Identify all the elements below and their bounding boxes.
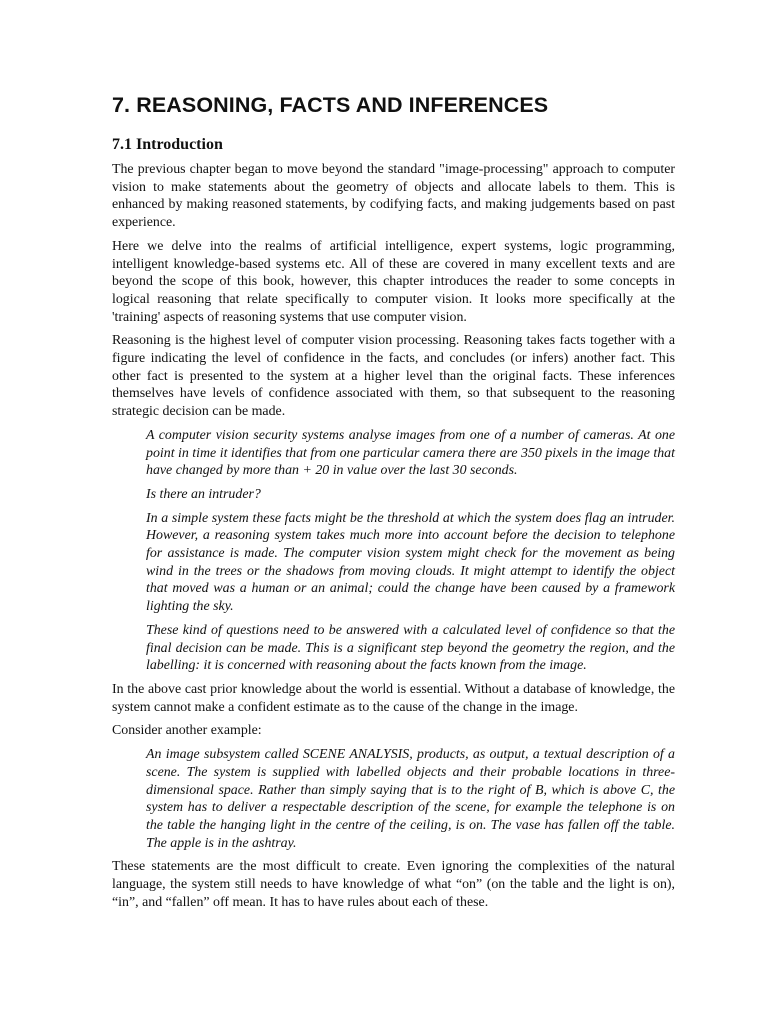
paragraph-statements: These statements are the most difficult to create. Even ignoring the complexities of the natural language, the system still needs to have knowledge of what “on” (on the table and the light is on), “in”, and “fallen” off mean. It has to have rules about each of these. (112, 859, 675, 910)
example-question: Is there an intruder? (146, 486, 261, 502)
paragraph-another-example: Consider another example: (112, 723, 262, 739)
body-text (112, 161, 675, 911)
paragraph-scope: Here we delve into the realms of artificial intelligence, expert systems, logic programming, intelligent knowledge-based systems etc. All of these are covered in many excellent texts and are beyond the scope of this book, however, this chapter introduces the reader to some concepts in logical reasoning that relate specifically to computer vision. It looks more specifically at the 'training' aspects of reasoning systems that use computer vision. (112, 238, 675, 325)
example-security-camera: A computer vision security systems analyse images from one of a number of cameras. At one point in time it identifies that from one particular camera there are 350 pixels in the image that have changed by more than + 20 in value over the last 30 seconds. (146, 427, 675, 479)
example-reasoning-system: In a simple system these facts might be the threshold at which the system does flag an intruder. However, a reasoning system takes much more into account before the decision to telephone for assistance is made. The computer vision system might check for the movement as being wind in the trees or the shadows from moving clouds. It might attempt to identify the object that moved was a human or an animal; could the change have been caused by a framework lighting the sky. (146, 510, 675, 615)
paragraph-reasoning-definition: Reasoning is the highest level of computer vision processing. Reasoning takes facts together with a figure indicating the level of confidence in the facts, and concludes (or infers) another fact. This other fact is presented to the system at a higher level than the original facts. These inferences themselves have levels of confidence associated with them, so that subsequent to the reasoning strategic decision can be made. (112, 333, 675, 420)
paragraph-intro: The previous chapter began to move beyond the standard "image-processing" approach to computer vision to make statements about the geometry of objects and allocate labels to them. This is enhanced by making reasoned statements, by codifying facts, and making judgements based on past experience. (112, 162, 675, 231)
example-scene-analysis: An image subsystem called SCENE ANALYSIS, products, as output, a textual description of a scene. The system is supplied with labelled objects and their probable locations in three-dimensional space. Rather than simply saying that is to the right of B, which is above C, the system has to deliver a respectable description of the scene, for example the telephone is on the table the hanging light in the centre of the ceiling, is on. The vase has fallen off the table. The apple is in the ashtray. (146, 747, 675, 851)
chapter-title: 7. REASONING, FACTS AND INFERENCES (112, 93, 549, 117)
section-heading: 7.1 Introduction (112, 136, 223, 153)
paragraph-prior-knowledge: In the above cast prior knowledge about the world is essential. Without a database of knowledge, the system cannot make a confident estimate as to the cause of the change in the image. (112, 681, 675, 715)
example-confidence: These kind of questions need to be answered with a calculated level of confidence so that the final decision can be made. This is a significant step beyond the geometry the region, and the labelling: it is concerned with reasoning about the facts known from the image. (146, 622, 675, 674)
